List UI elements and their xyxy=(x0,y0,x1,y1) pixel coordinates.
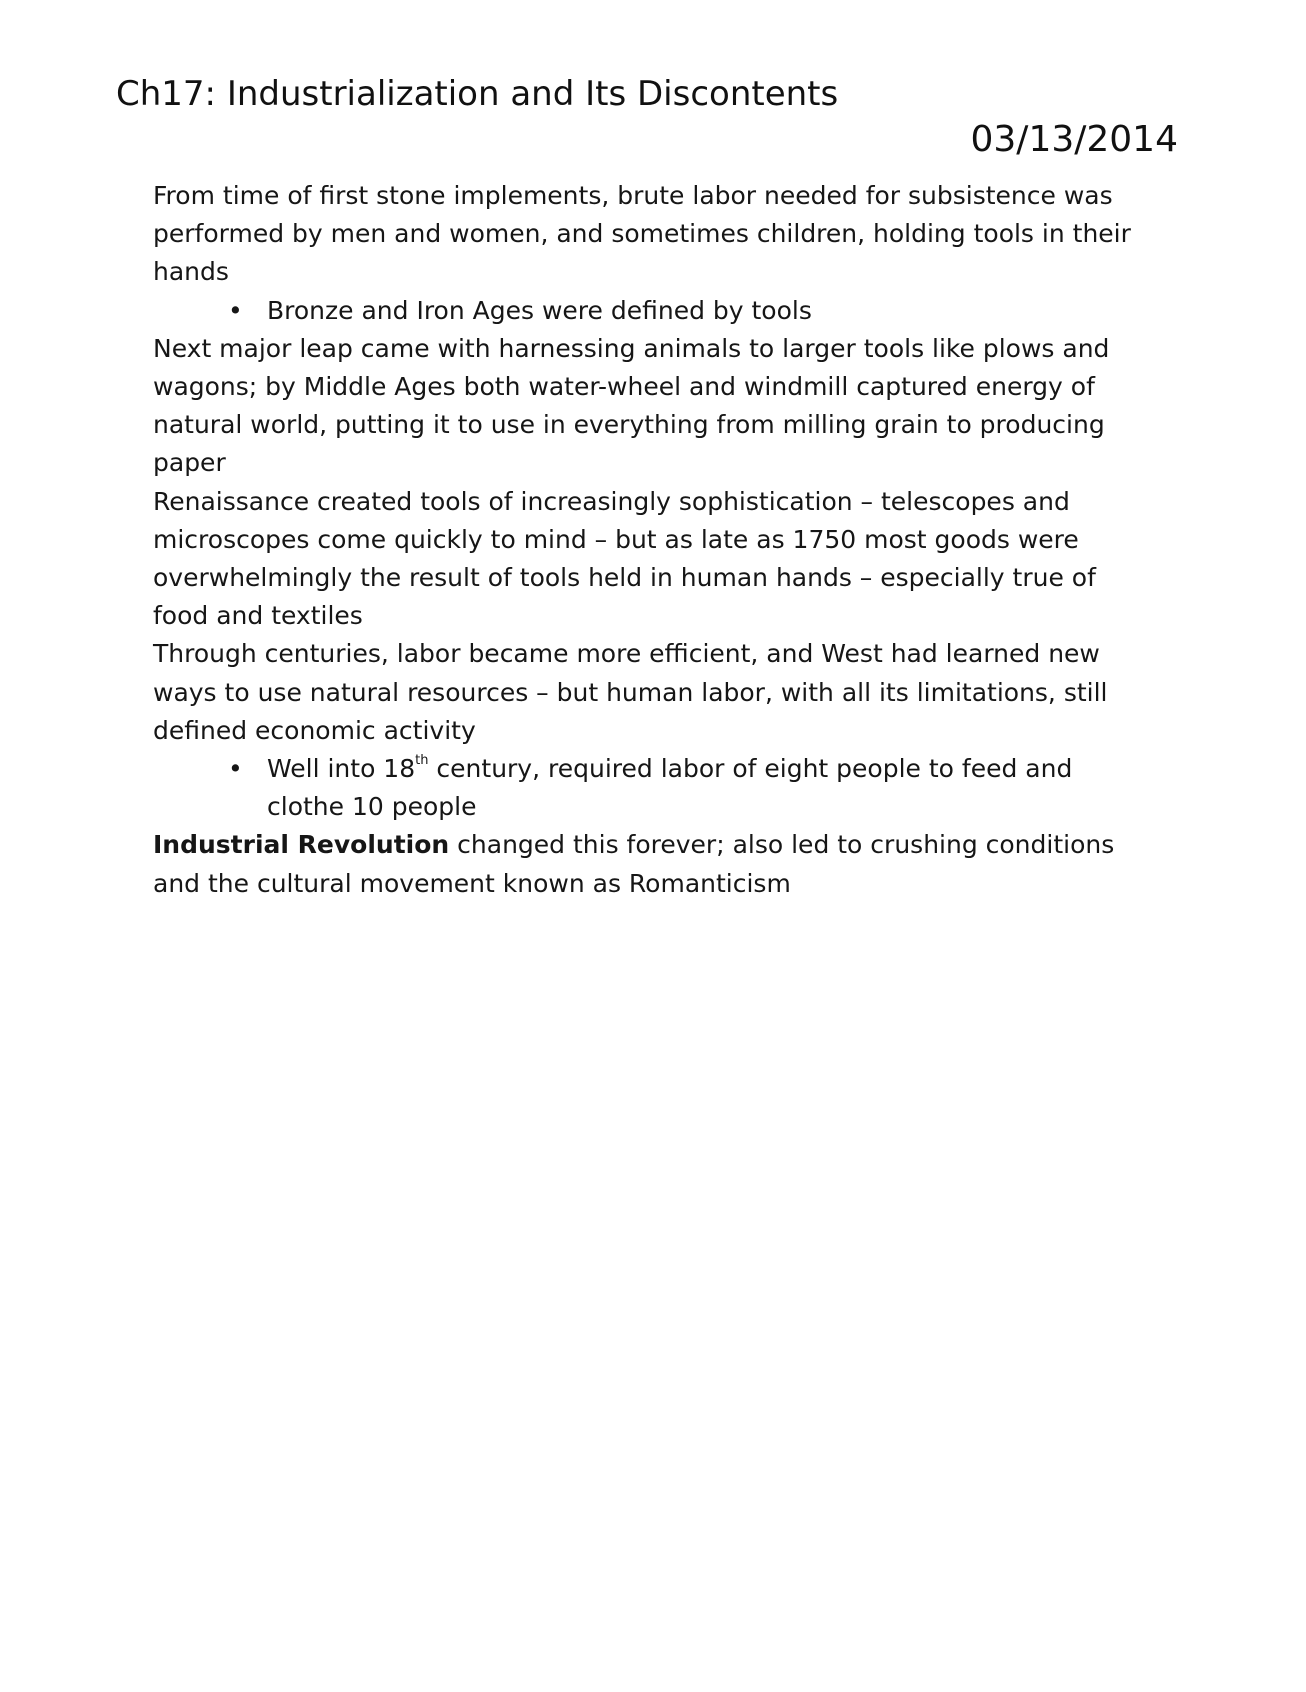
notes-body xyxy=(153,177,1153,903)
bullet-icon: • xyxy=(228,754,243,784)
bullet-text: Bronze and Iron Ages were defined by tools xyxy=(267,295,812,325)
page-title: Ch17: Industrialization and Its Discontents xyxy=(116,74,839,114)
bold-term: Industrial Revolution xyxy=(153,830,450,860)
bullet-icon: • xyxy=(228,295,243,325)
list-item xyxy=(153,292,1153,330)
paragraph-animals-water-wheel: Next major leap came with harnessing animals to larger tools like plows and wagons; by Middle Ages both water-wheel and windmill captured energy of natural world, putting it to use in everything from milling grain to producing paper xyxy=(153,333,1110,478)
bullet-text-start: Well into 18 xyxy=(267,754,416,784)
bullet-text-end: century, required labor of eight people to feed and clothe 10 people xyxy=(267,754,1073,822)
paragraph-renaissance: Renaissance created tools of increasingly sophistication – telescopes and microscopes come quickly to mind – but as late as 1750 most goods were overwhelmingly the result of tools held in human hands – especially true of food and textiles xyxy=(153,486,1096,631)
paragraph-industrial-revolution xyxy=(153,826,1153,902)
ordinal-suffix: th xyxy=(415,752,429,768)
paragraph-stone-implements: From time of first stone implements, brute labor needed for subsistence was performed by men and women, and sometimes children, holding tools in their hands xyxy=(153,181,1131,287)
bullet-list-2 xyxy=(153,750,1153,826)
paragraph-centuries-labor: Through centuries, labor became more efficient, and West had learned new ways to use natural resources – but human labor, with all its limitations, still defined economic activity xyxy=(153,639,1108,745)
bullet-list-1 xyxy=(153,292,1153,330)
list-item xyxy=(153,750,1153,826)
page-date: 03/13/2014 xyxy=(970,119,1178,160)
paragraph-text: changed this forever; also led to crushing conditions and the cultural movement known as Romanticism xyxy=(153,830,1115,898)
